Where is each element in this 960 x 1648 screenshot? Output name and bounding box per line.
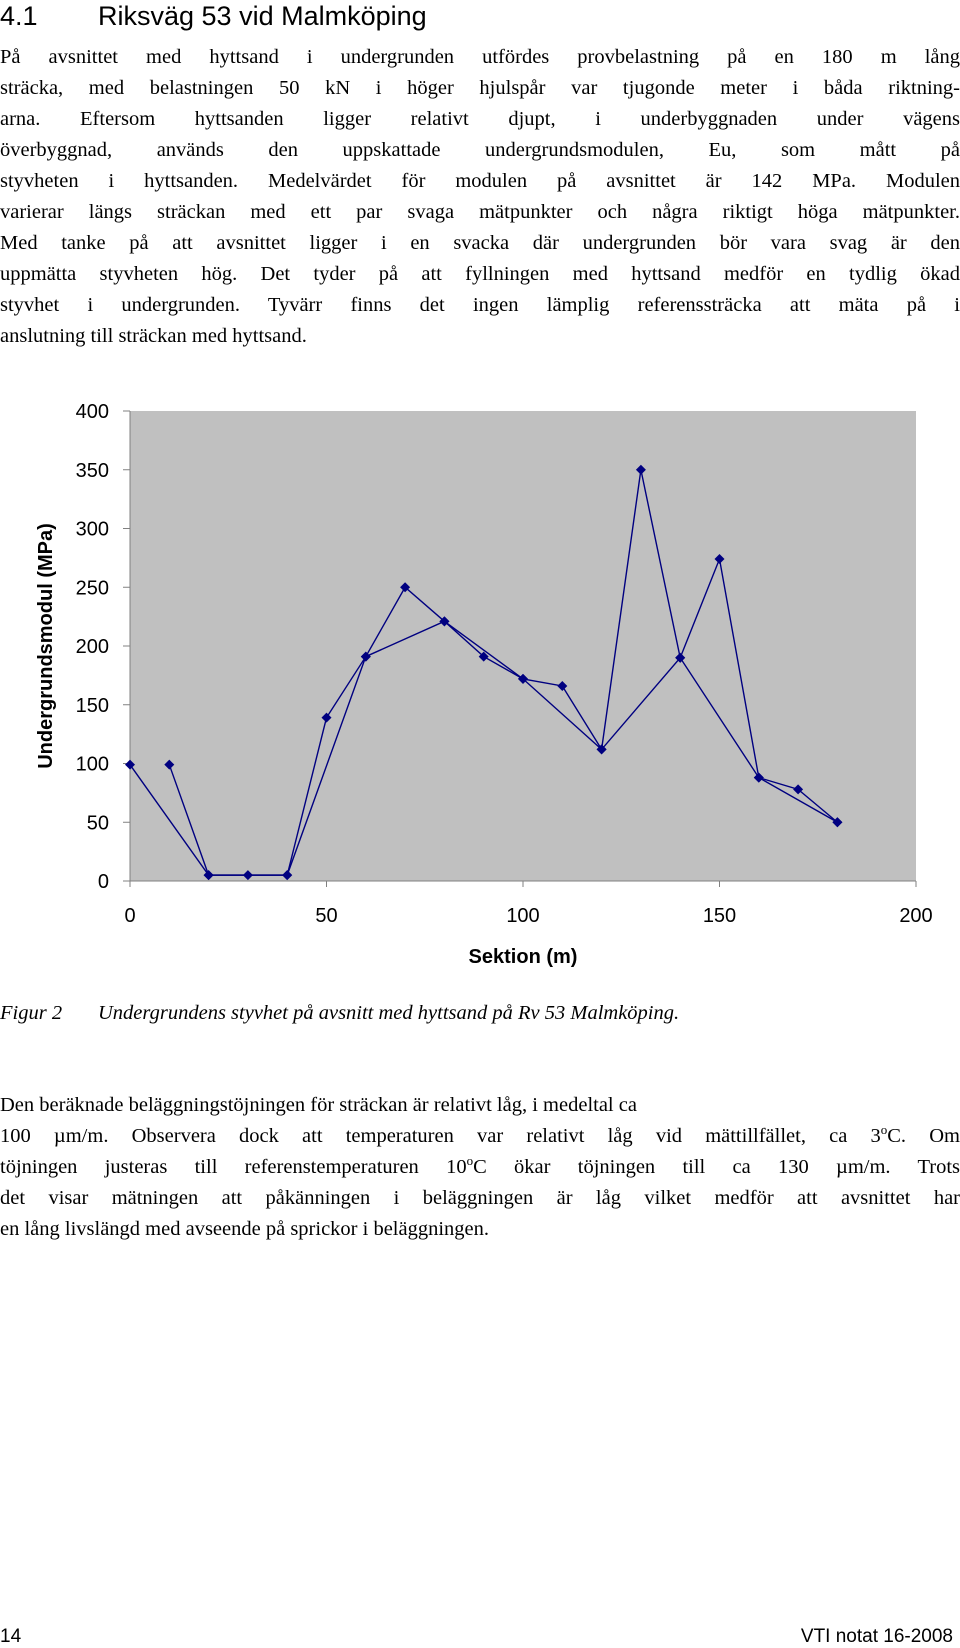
y-tick-label: 350 bbox=[75, 459, 109, 482]
page-footer bbox=[0, 1626, 960, 1648]
section-number: 4.1 bbox=[0, 1, 38, 31]
paragraph-line: en lång livslängd med avseende på sprickor i beläggningen. bbox=[0, 1218, 490, 1240]
y-tick-label: 300 bbox=[75, 518, 109, 541]
superscript: o bbox=[466, 1153, 474, 1169]
plot-area bbox=[130, 411, 916, 881]
y-axis-label: Undergrundsmodul (MPa) bbox=[35, 523, 57, 769]
x-tick-label: 150 bbox=[702, 905, 737, 927]
paragraph-line: Med tanke på att avsnittet ligger i en svacka där undergrunden bör vara svag är den bbox=[0, 232, 960, 254]
paragraph-line bbox=[0, 1152, 960, 1183]
x-tick-label: 200 bbox=[899, 905, 933, 927]
report-id: VTI notat 16-2008 bbox=[800, 1626, 953, 1647]
y-tick-label: 50 bbox=[86, 812, 109, 835]
paragraph-line: styvheten i hyttsanden. Medelvärdet för modulen på avsnittet är 142 MPa. Modulen bbox=[0, 170, 960, 192]
page-number: 14 bbox=[0, 1626, 22, 1647]
x-tick-label: 0 bbox=[124, 905, 136, 927]
paragraph-line: styvhet i undergrunden. Tyvärr finns det ingen lämplig referenssträcka att mäta på i bbox=[0, 294, 960, 316]
y-tick-label: 400 bbox=[75, 401, 109, 423]
y-tick-label: 100 bbox=[75, 753, 109, 776]
paragraph-line: På avsnittet med hyttsand i undergrunden utfördes provbelastning på en 180 m lång bbox=[0, 46, 960, 68]
x-axis-label: Sektion (m) bbox=[468, 946, 578, 968]
paragraph-line: det visar mätningen att påkänningen i beläggningen är låg vilket medför att avsnittet har bbox=[0, 1187, 960, 1209]
text-run: töjningen justeras till referenstemperaturen 10 bbox=[0, 1156, 467, 1178]
section-heading bbox=[0, 0, 960, 34]
y-tick-labels bbox=[76, 401, 130, 893]
superscript: o bbox=[880, 1122, 888, 1138]
y-tick-label: 200 bbox=[75, 636, 109, 658]
paragraph-line: varierar längs sträckan med ett par svaga mätpunkter och några riktigt höga mätpunkter. bbox=[0, 201, 960, 223]
x-tick-label: 50 bbox=[315, 905, 338, 927]
figure-caption-text: Undergrundens styvhet på avsnitt med hyttsand på Rv 53 Malmköping. bbox=[98, 1002, 680, 1024]
figure-number: Figur 2 bbox=[0, 1002, 63, 1024]
y-tick-label: 0 bbox=[97, 871, 109, 893]
section-title: Riksväg 53 vid Malmköping bbox=[98, 1, 427, 31]
text-run: C ökar töjningen till ca 130 µm/m. Trots bbox=[473, 1156, 960, 1178]
intro-paragraph bbox=[0, 42, 960, 352]
paragraph-line: arna. Eftersom hyttsanden ligger relativt djupt, i underbyggnaden under vägens bbox=[0, 108, 960, 130]
paragraph-line: uppmätta styvheten hög. Det tyder på att fyllningen med hyttsand medför en tydlig ökad bbox=[0, 263, 960, 285]
x-tick-label: 100 bbox=[506, 905, 540, 927]
paragraph-line: Den beräknade beläggningstöjningen för sträckan är relativt låg, i medeltal ca bbox=[0, 1094, 637, 1116]
paragraph-line: anslutning till sträckan med hyttsand. bbox=[0, 325, 307, 347]
paragraph-line: överbyggnad, används den uppskattade undergrundsmodulen, Eu, som mått på bbox=[0, 139, 960, 161]
subgrade-modulus-chart bbox=[0, 390, 960, 970]
y-tick-label: 150 bbox=[75, 694, 109, 717]
text-run: C. Om bbox=[887, 1125, 960, 1147]
text-run: 100 µm/m. Observera dock att temperaturen var relativt låg vid mättillfället, ca 3 bbox=[0, 1125, 881, 1147]
y-tick-label: 250 bbox=[75, 577, 109, 600]
paragraph-line: sträcka, med belastningen 50 kN i höger hjulspår var tjugonde meter i båda riktning- bbox=[0, 77, 960, 99]
figure-caption bbox=[0, 998, 960, 1028]
strain-paragraph bbox=[0, 1090, 960, 1245]
x-tick-labels bbox=[124, 881, 932, 927]
paragraph-line bbox=[0, 1121, 960, 1152]
